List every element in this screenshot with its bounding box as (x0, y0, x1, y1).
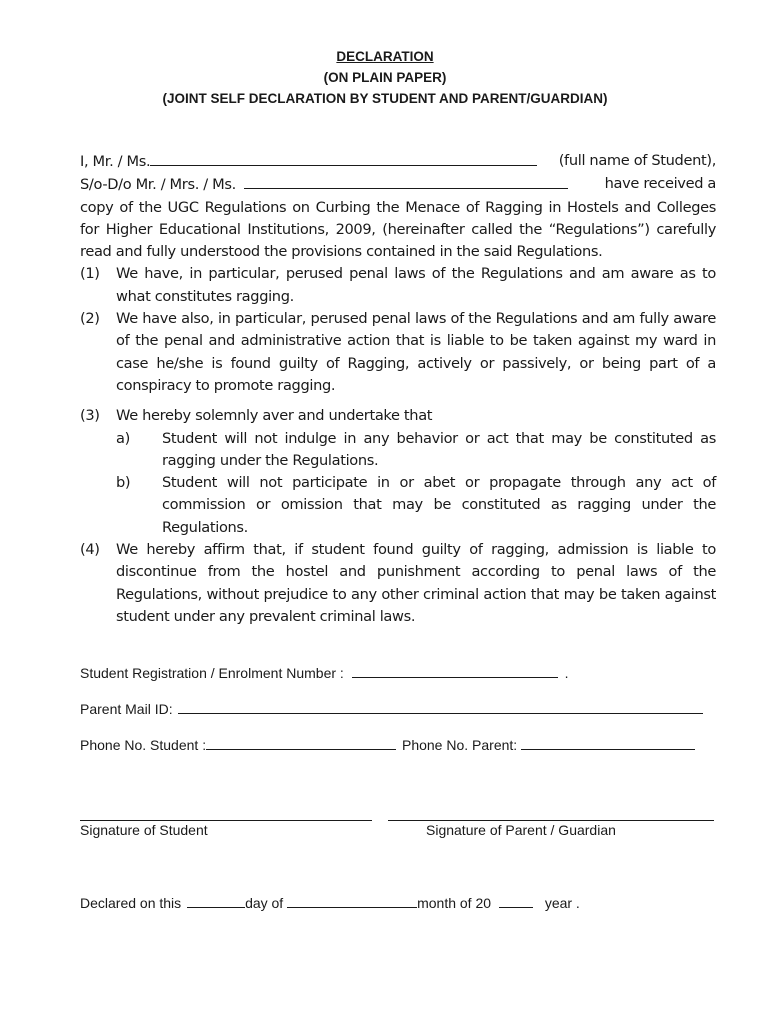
student-name-prefix: I, Mr. / Ms. (80, 153, 151, 170)
item-number: (4) (80, 541, 100, 559)
registration-row (80, 664, 568, 681)
student-name-line (80, 150, 716, 173)
year-label: year . (544, 895, 580, 911)
student-name-field[interactable] (150, 150, 537, 166)
month-field[interactable] (287, 894, 417, 908)
phone-parent-label: Phone No. Parent: (401, 737, 518, 753)
sub-item-text: Student will not participate in or abet or propagate through any act of commission or omission that may be constituted as ragging under the Regulations. (162, 474, 716, 536)
list-item (80, 539, 716, 628)
intro-paragraph: copy of the UGC Regulations on Curbing the Menace of Ragging in Hostels and Colleges for Higher Educational Institutions, 2009, (hereinafter called the “Regulations”) carefully read and fully understood the provisions contained in the said Regulations. (80, 198, 716, 261)
item-number: (2) (80, 310, 100, 328)
phone-student-field[interactable] (206, 736, 396, 750)
day-label: day of (245, 895, 284, 911)
declared-prefix: Declared on this (80, 895, 182, 911)
parent-signature-line[interactable] (388, 820, 714, 821)
page-title: DECLARATION (336, 49, 434, 64)
sub-item-letter: b) (116, 474, 131, 492)
registration-label: Student Registration / Enrolment Number : (80, 665, 344, 681)
declared-row (80, 894, 580, 911)
declaration-header (0, 46, 770, 109)
parent-name-field[interactable] (244, 173, 568, 189)
declaration-body (80, 150, 716, 628)
item-text: We hereby affirm that, if student found guilty of ragging, admission is liable to discontinue from the hostel and punishment according to penal laws of the Regulations, without prejudice to any other criminal action that may be taken against student under any prevalent criminal laws. (116, 541, 716, 625)
registration-number-field[interactable] (352, 664, 558, 678)
phone-parent-field[interactable] (521, 736, 695, 750)
month-label: month of 20 (417, 895, 492, 911)
parent-name-line (80, 173, 716, 196)
sub-item (80, 472, 716, 539)
parent-mail-field[interactable] (178, 700, 703, 714)
parent-name-suffix: have received a (604, 175, 716, 193)
page-subtitle-2: (JOINT SELF DECLARATION BY STUDENT AND PARENT/GUARDIAN) (162, 91, 608, 106)
student-signature-label: Signature of Student (80, 822, 208, 838)
item-text: We have, in particular, perused penal laws of the Regulations and am aware as to what constitutes ragging. (116, 265, 716, 305)
phone-row (80, 736, 695, 753)
page-subtitle: (ON PLAIN PAPER) (323, 70, 447, 85)
item-text: We hereby solemnly aver and undertake that (116, 407, 433, 425)
list-item (80, 263, 716, 308)
year-field[interactable] (499, 894, 533, 908)
parent-mail-label: Parent Mail ID: (80, 701, 173, 717)
sub-item-text: Student will not indulge in any behavior or act that may be constituted as ragging under the Regulations. (162, 429, 716, 469)
parent-name-prefix: S/o-D/o Mr. / Mrs. / Ms. (80, 176, 236, 194)
parent-signature-label: Signature of Parent / Guardian (426, 822, 616, 838)
item-text: We have also, in particular, perused penal laws of the Regulations and am fully aware of the penal and administrative action that is liable to be taken against my ward in case he/she is found guilty of Ragging, actively or passively, or being part of a conspiracy to promote ragging. (116, 310, 716, 394)
phone-student-label: Phone No. Student : (80, 737, 207, 753)
day-field[interactable] (187, 894, 245, 908)
list-item (80, 405, 716, 427)
item-number: (3) (80, 407, 100, 425)
list-item (80, 308, 716, 397)
parent-mail-row (80, 700, 703, 717)
student-name-suffix: (full name of Student), (558, 152, 716, 169)
item-number: (1) (80, 265, 100, 283)
student-signature-line[interactable] (80, 820, 372, 821)
registration-end: . (564, 665, 569, 681)
sub-item (80, 428, 716, 473)
sub-item-letter: a) (116, 429, 130, 447)
